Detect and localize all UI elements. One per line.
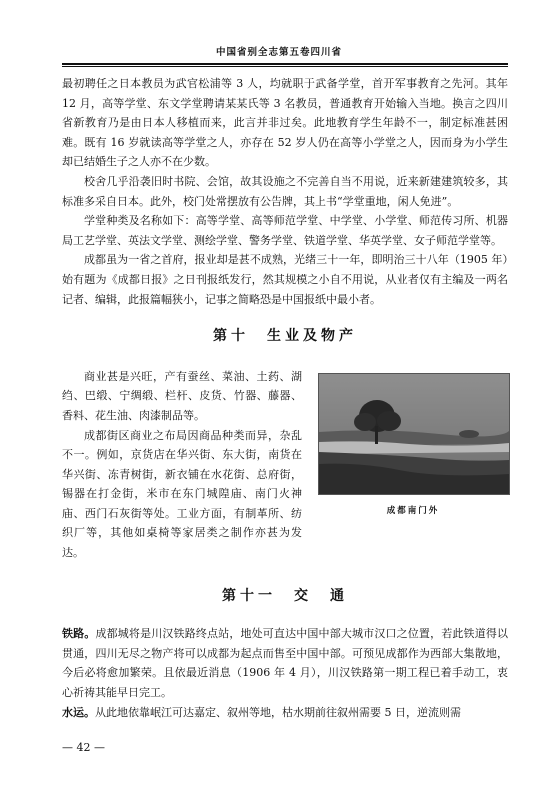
section-heading-transport: 第十一 交 通 <box>222 587 348 604</box>
section-heading-industry: 第十 生业及物产 <box>213 328 357 345</box>
railway-text: 成都城将是川汉铁路终点站，地处可直达中国中部大城市汉口之位置，若此铁道得以贯通，四川无尽之物产将可以成都为起点而售至中国中部。可预见成都作为西部大集散地，今后必将愈加繁荣。且依最近消息（1906 年 4 月），川汉铁路第一期工程已着手动工，衷心祈祷其能早日完工。 <box>62 627 509 700</box>
header-rule-thick <box>62 63 508 65</box>
paragraph-school-buildings: 校舍几乎沿袭旧时书院、会馆，故其设施之不完善自当不用说，近来新建建筑较多，其标准多采自日本。此外，校门处常摆放有公告牌，其上书“学堂重地，闲人免进”。 <box>62 174 508 208</box>
industry-text <box>62 367 302 563</box>
paragraph-education-teachers: 最初聘任之日本教员为武官松浦等 3 人，均就职于武备学堂，首开军事教育之先河。其年 12 月，高等学堂、东文学堂聘请某某氏等 3 名教员，普通教育开始输入当地。换言之四川省新教育乃是由日本人移植而来，此言并非过矣。此地教育学生年龄不一，制定标准甚困难。既有 16 岁就读高等学堂之人，亦存在 52 岁人仍在高等小学堂之人，因而身为小学生却已结婚生子之人亦不在少数。 <box>62 77 508 169</box>
header-rule-thin <box>62 66 508 67</box>
figure <box>318 373 508 563</box>
paragraph-commerce: 商业甚是兴旺，产有蚕丝、菜油、土药、湖绉、巴缎、宁绸缎、栏杆、皮货、竹器、藤器、香料、花生油、肉漆制品等。 <box>62 369 302 422</box>
paragraph-newspaper: 成都虽为一省之首府，报业却是甚不成熟，光绪三十一年，即明治三十八年（1905 年）始有题为《成都日报》之日刊报纸发行，然其规模之小自不用说，从业者仅有主编及一两名记者、编辑，此报篇幅狭小，记事之简略恐是中国报纸中最小者。 <box>62 253 508 306</box>
page-number: — 42 — <box>62 741 105 754</box>
water-lead: 水运。 <box>62 705 95 719</box>
industry-section <box>62 367 508 563</box>
paragraph-market-layout: 成都街区商业之布局因商品种类而异，杂乱不一。例如，京货店在华兴街、东大街，南货在华兴街、冻青树街，新衣铺在水花街、总府街，锡器在打金街，米市在东门城隍庙、南门火神庙、西门石灰街等处。工业方面，有制革所、纺织厂等，其他如桌椅等家居类之制作亦甚为发达。 <box>62 428 302 560</box>
water-text: 从此地依靠岷江可达嘉定、叙州等地，枯水期前往叙州需要 5 日，逆流则需 <box>95 705 461 719</box>
photo-chengdu-south-gate <box>318 373 510 495</box>
running-header: 中国省别全志第五卷四川省 <box>215 47 342 58</box>
page-body <box>62 74 508 722</box>
paragraph-water <box>62 703 508 723</box>
figure-caption: 成都南门外 <box>386 505 440 516</box>
railway-lead: 铁路。 <box>62 627 96 641</box>
paragraph-school-types: 学堂种类及名称如下：高等学堂、高等师范学堂、中学堂、小学堂、师范传习所、机器局工艺学堂、英法文学堂、测绘学堂、警务学堂、铁道学堂、华英学堂、女子师范学堂等。 <box>62 214 508 247</box>
paragraph-railway <box>62 624 508 702</box>
